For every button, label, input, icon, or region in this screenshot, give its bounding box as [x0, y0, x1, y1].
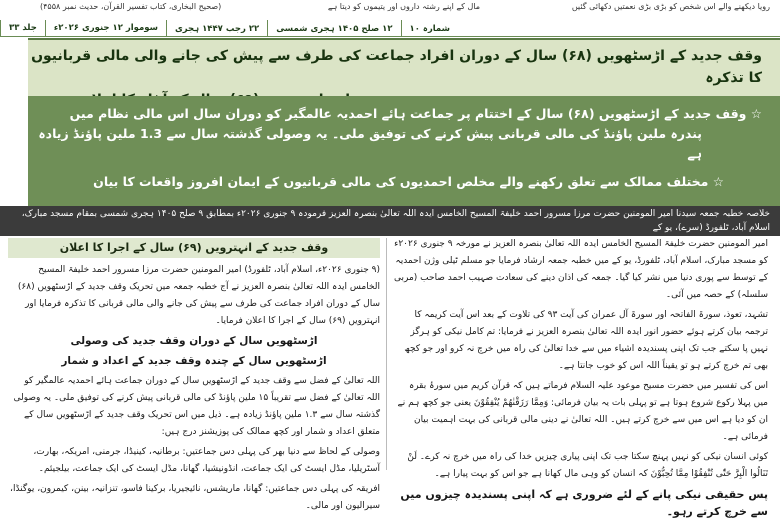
right-paragraph-4: کوئی انسان نیکی کو نہیں پہنچ سکتا جب تک اپنی پیاری چیزیں خدا کی راہ میں خرچ نہ کرے۔ لَنْ تَنَالُوا الْبِرَّ حَتّٰى تُنْفِقُوْا مِمَّا تُحِبُّوْنَ کہ انسان کو وہی مال کھانا ہے جو اس کو بہت پیارا ہے۔ — [407, 452, 768, 479]
right-paragraph-3: اس کی تفسیر میں حضرت مسیح موعود علیہ السلام فرماتے ہیں کہ قرآن کریم میں سورۂ بقرہ میں پہلا رکوع شروع ہوتا ہے تو پہلی بات یہ بیان فرمائی: وَمِمَّا رَزَقْنٰهُمْ يُنْفِقُوْنَ یعنی جو کچھ ہم نے ان کو دیا ہے اس میں سے خرچ کرتے ہیں۔ اللہ تعالیٰ نے دینی مالی قربانی کی بہت اہمیت بیان فرمائی ہے۔ — [397, 381, 768, 442]
top-strip-left: (صحیح البخاری، کتاب تفسیر القرآن، حدیث نمبر ۴۵۵۸) — [40, 2, 222, 11]
left-paragraph-3: وصولی کے لحاظ سے دنیا بھر کی پہلی دس جماعتیں: برطانیہ، کینیڈا، جرمنی، امریکہ، بھارت، آسٹریلیا، مڈل ایسٹ کی ایک جماعت، انڈونیشیا، گھانا، مڈل ایسٹ کی ایک جماعت، بیلجیئم۔ — [33, 447, 380, 474]
highlights-box — [28, 96, 780, 206]
highlight-1-line-1 — [28, 104, 780, 124]
left-column — [8, 236, 380, 511]
title-line-1: وقف جدید کے اڑسٹھویں (۶۸) سال کے دوران افراد جماعت کی طرف سے پیش کی جانے والی مالی قربانیوں کا تذکرہ — [31, 48, 762, 86]
issue-number: شمارہ ۱۰ — [401, 20, 458, 36]
left-paragraph-2: اللہ تعالیٰ کے فضل سے وقف جدید کے اڑسٹھویں سال کے دوران جماعت ہائے احمدیہ عالمگیر کو اللہ تعالیٰ کے فضل سے تقریباً ۱۵ ملین پاؤنڈ کی مالی قربانی پیش کرنے کی توفیق ملی۔ یہ وصولی گذشتہ سال سے ۱.۳ ملین پاؤنڈ زیادہ ہے۔ ذیل میں اس تحریک وقف جدید کے اڑسٹھویں سال کے متعلق اعداد و شمار اور کچھ ممالک کی پوزیشنز درج ہیں: — [13, 376, 380, 437]
left-paragraph-4: افریقہ کی پہلی دس جماعتیں: گھانا، ماریشس، نائیجیریا، برکینا فاسو، تنزانیہ، بینن، کیمرون، یوگنڈا، سیرالیون اور مالی۔ — [10, 484, 380, 511]
right-paragraph-2: تشہد، تعوذ، سورۃ الفاتحہ اور سورۃ آل عمران کی آیت ۹۳ کی تلاوت کے بعد اس آیت کریمہ کا ترجمہ بیان کرتے ہوئے حضور انور ایدہ اللہ تعالیٰ بنصرہ العزیز نے فرمایا: تم کامل نیکی کو ہرگز نہیں پا سکتے جب تک اپنی پسندیدہ اشیاء میں سے خدا تعالیٰ کی راہ میں خرچ نہ کرو اور جو کچھ بھی تم خرچ کرتے ہو تو یقیناً اللہ اس کو خوب جانتا ہے۔ — [404, 310, 768, 371]
header-filler — [458, 20, 780, 36]
shamsi-date: ۱۲ صلح ۱۴۰۵ ہجری شمسی — [267, 20, 400, 36]
top-strip-right: رویا دیکھنے والے اس شخص کو بڑی بڑی نعمتیں دکھائی گئیں — [571, 2, 770, 11]
volume-label: جلد ۳۳ — [0, 20, 45, 36]
top-strip — [0, 0, 780, 20]
left-paragraph-1: (۹ جنوری ۲۰۲۶ء، اسلام آباد، ٹلفورڈ) امیر المومنین حضرت مرزا مسرور احمد خلیفۃ المسیح الخامس ایدہ اللہ تعالیٰ بنصرہ العزیز نے آج خطبہ جمعہ میں تحریک وقف جدید کے اڑسٹھویں (۶۸) سال کے دوران افراد جماعت کی طرف سے پیش کی جانے والی مالی قربانی کا تذکرہ فرمایا اور انہترویں (۶۹) سال کے اجرا کا اعلان فرمایا۔ — [17, 265, 380, 326]
right-paragraph-5: پس حقیقی نیکی پانے کے لئے ضروری ہے کہ اپنی پسندیدہ چیزوں میں سے خرچ کرتے رہو۔ — [400, 488, 768, 518]
column-divider — [386, 238, 387, 470]
left-subheading-1: اڑسٹھویں سال کے دوران وقف جدید کی وصولی — [70, 335, 318, 347]
highlight-1-text: وقف جدید کے اڑسٹھویں (۶۸) سال کے اختتام پر جماعت ہائے احمدیہ عالمگیر کو دوران سال اس مالی نظام میں — [69, 106, 747, 121]
star-icon: ☆ — [712, 174, 724, 189]
header-bar — [0, 20, 780, 37]
gregorian-date: سوموار ۱۲ جنوری ۲۰۲۶ء — [45, 20, 166, 36]
left-column-heading: وقف جدید کے انہترویں (۶۹) سال کے اجرا کا اعلان — [8, 238, 380, 258]
highlight-2 — [28, 172, 780, 192]
star-icon: ☆ — [750, 106, 762, 121]
sermon-summary-bar: خلاصہ خطبہ جمعہ سیدنا امیر المومنین حضرت مرزا مسرور احمد خلیفۃ المسیح الخامس ایدہ اللہ تعالیٰ بنصرہ العزیز فرمودہ ۹ جنوری ۲۰۲۶ء بمطابق ۹ صلح ۱۴۰۵ ہجری شمسی بمقام مسجد مبارک، اسلام آباد، ٹلفورڈ (سرے)، یو کے — [0, 206, 780, 236]
right-column — [392, 236, 768, 518]
left-subheading-2: اڑسٹھویں سال کے چندہ وقف جدید کے اعداد و شمار — [61, 355, 327, 367]
title-box — [28, 38, 780, 98]
right-paragraph-1: امیر المومنین حضرت خلیفۃ المسیح الخامس ایدہ اللہ تعالیٰ بنصرہ العزیز نے مورخہ ۹ جنوری ۲۰۲۶ء کو مسجد مبارک، اسلام آباد، ٹلفورڈ، یو کے میں خطبہ جمعہ ارشاد فرمایا جو مسلم ٹیلی وژن احمدیہ کے توسط سے پوری دنیا میں نشر کیا گیا۔ جمعہ کی اذان دینے کی سعادت صہیب احمد صاحب (مربی سلسلہ) کے حصہ میں آئی۔ — [394, 239, 768, 300]
top-strip-middle: مال کے اپنے رشتہ داروں اور یتیموں کو دیتا ہے — [327, 2, 480, 11]
highlight-2-text: مختلف ممالک سے تعلق رکھنے والے مخلص احمدیوں کی مالی قربانیوں کے ایمان افروز واقعات کا بیان — [93, 174, 709, 189]
hijri-date: ۲۲ رجب ۱۴۴۷ ہجری — [166, 20, 267, 36]
highlight-1-line-2: پندرہ ملین پاؤنڈ کی مالی قربانی پیش کرنے کی توفیق ملی۔ یہ وصولی گذشتہ سال سے 1.3 ملین پاؤنڈ زیادہ ہے — [38, 126, 702, 161]
